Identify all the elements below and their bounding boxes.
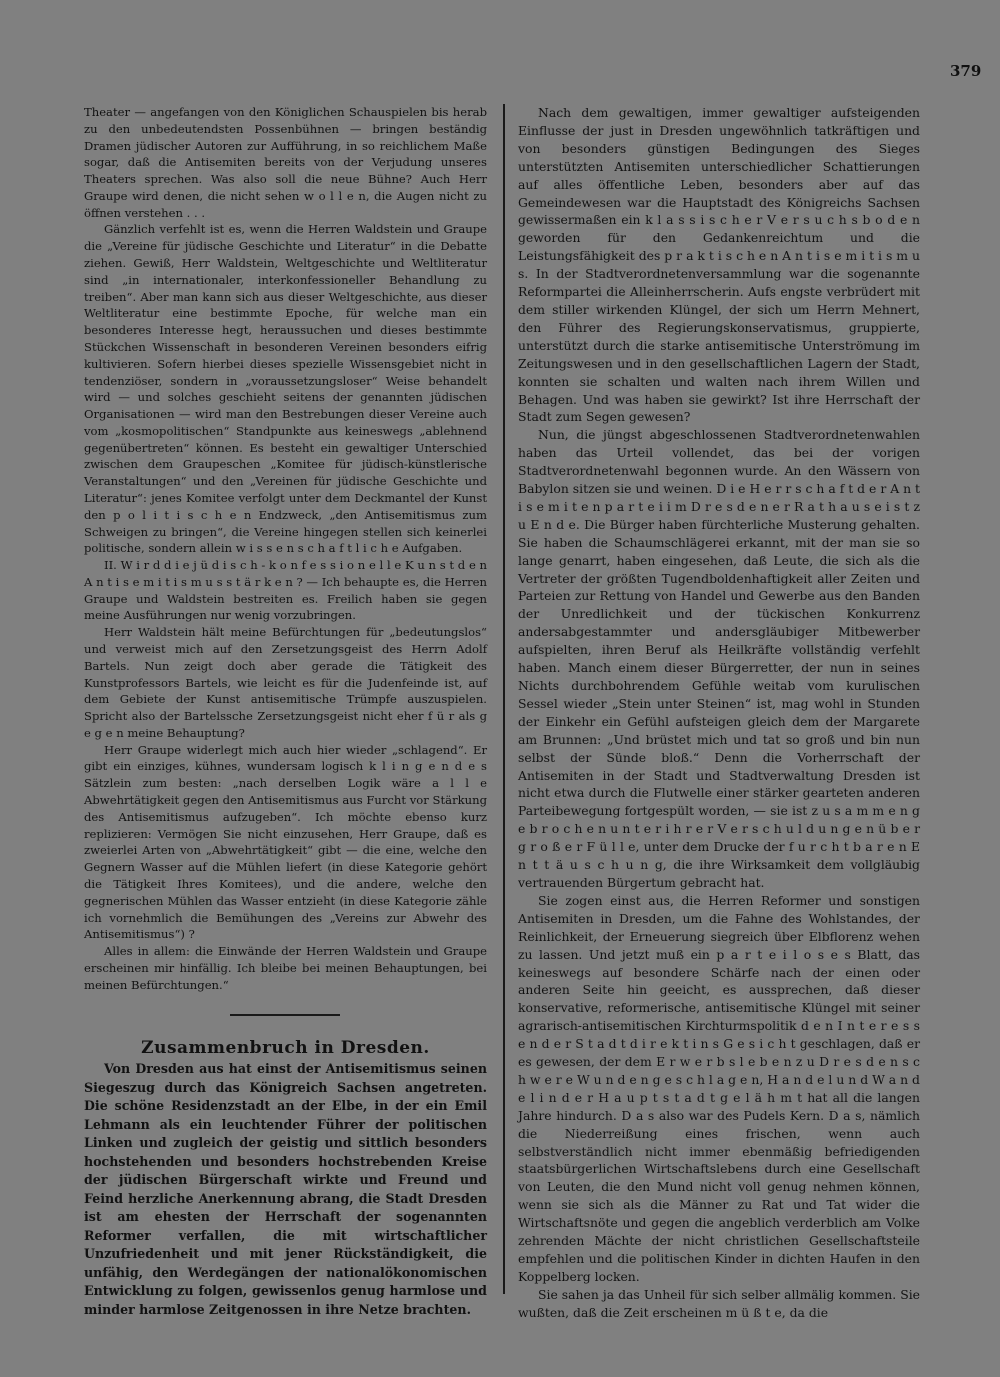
right-paragraph-1: Nach dem gewaltigen, immer gewaltiger aufsteigenden Einflusse der just in Dresden ungewöhnlich tatkräftigen und von besonders günstigen Bedingungen des Sieges unterstützten Antisemiten unterschiedlicher Schattierungen auf alles öffentliche Leben, besonders aber auf das Gemeindewesen war die Hauptstadt des Königreichs Sachsen gewissermaßen ein k l a s s i s c h e r V e r s u c h s b o d e n geworden für den Gedankenreichtum und die Leistungsfähigkeit des p r a k t i s c h e n A n t i s e m i t i s m u s. In der Stadtverordnetenversammlung war die sogenannte Reformpartei die Alleinherrscherin. Aufs engste verbrüdert mit dem stiller wirkenden Klüngel, der sich um Herrn Mehnert, den Führer des Regierungskonservatismus, gruppierte, unterstützt durch die starke antisemitische Unterströmung im Zeitungswesen und in den gesellschaftlichen Lagern der Stadt, konnten sie schalten und walten nach ihrem Willen und Behagen. Und was haben sie gewirkt? Ist ihre Herrschaft der Stadt zum Segen gewesen? — [518, 105, 920, 425]
section-heading: Zusammenbruch in Dresden. — [141, 1038, 430, 1058]
left-paragraph-6: Alles in allem: die Einwände der Herren Waldstein und Graupe erscheinen mir hinfällig. Ich bleibe bei meinen Behauptungen, bei meinen Befürchtungen.“ — [84, 944, 487, 992]
left-column — [84, 104, 487, 993]
right-paragraph-2: Nun, die jüngst abgeschlossenen Stadtverordnetenwahlen haben das Urteil vollendet, das bei der vorigen Stadtverordnetenwahl begonnen wurde. An den Wässern von Babylon sitzen sie und weinen. D i e H e r r s c h a f t d e r A n t i s e m i t e n p a r t e i i m D r e s d e n e r R a t h a u s e i s t z u E n d e. Die Bürger haben fürchterliche Musterung gehalten. Sie haben die Schaumschlägerei erkannt, mit der man sie so lange genarrt, haben eingesehen, daß Leute, die sich als die Vertreter der größten Tugendboldenhaftigkeit aller Zeiten und Parteien zur Rettung von Handel und Gewerbe aus den Banden der Unredlichkeit und der tückischen Konkurrenz andersabgestammter und andersgläubiger Mitbewerber aufspielten, ihren Beruf als Heilkräfte vollständig verfehlt haben. Manch einem dieser Bürgerretter, der nun in seines Nichts durchbohrendem Gefühle weitab vom kurulischen Sessel wieder „Stein unter Steinen“ ist, mag wohl in Stunden der Einkehr ein Gefühl aufsteigen gleich dem der Margarete am Brunnen: „Und brüstet mich und tat so groß und bin nun selbst der Sünde bloß.“ Denn die Vorherrschaft der Antisemiten in der Stadt und Stadtverwaltung Dresden ist nicht etwa durch die Flutwelle einer stärker gearteten anderen Parteibewegung fortgespült worden, — sie ist z u s a m m e n g e b r o c h e n u n t e r i h r e r V e r s c h u l d u n g e n ü b e r g r o ß e r F ü l l e, unter dem Drucke der f u r c h t b a r e n E n t t ä u s c h u n g, die ihre Wirksamkeit dem vollgläubig vertrauenden Bürgertum gebracht hat. — [518, 427, 920, 890]
right-paragraph-4: Sie sahen ja das Unheil für sich selber allmälig kommen. Sie wußten, daß die Zeit erscheinen m ü ß t e, da die — [518, 1286, 920, 1320]
section-rule — [230, 1014, 340, 1016]
left-paragraph-4: Herr Waldstein hält meine Befürchtungen für „bedeutungslos“ und verweist mich auf den Zersetzungsgeist des Herrn Adolf Bartels. Nun zeigt doch aber gerade die Tätigkeit des Kunstprofessors Bartels, wie leicht es für die Judenfeinde ist, auf dem Gebiete der Kunst antisemitische Trümpfe auszuspielen. Spricht also der Bartelssche Zersetzungsgeist nicht eher f ü r als g e g e n meine Behauptung? — [84, 625, 487, 740]
right-paragraph-3: Sie zogen einst aus, die Herren Reformer und sonstigen Antisemiten in Dresden, um die Fahne des Wohlstandes, der Reinlichkeit, der Erneuerung siegreich über Elbflorenz wehen zu lassen. Und jetzt muß ein p a r t e i l o s e s Blatt, das keineswegs auf besondere Schärfe nach der einen oder anderen Seite hin geeicht, es aussprechen, daß dieser konservative, reformerische, antisemitische Klüngel mit seiner agrarisch-antisemitischen Kirchturmspolitik d e n I n t e r e s s e n d e r S t a d t d i r e k t i n s G e s i c h t geschlagen, daß er es gewesen, der dem E r w e r b s l e b e n z u D r e s d e n s c h w e r e W u n d e n g e s c h l a g e n, H a n d e l u n d W a n d e l i n d e r H a u p t s t a d t g e l ä h m t hat all die langen Jahre hindurch. D a s also war des Pudels Kern. D a s, nämlich die Niederreißung eines frischen, wenn auch selbstverständlich nicht immer ebenmäßig befriedigenden staatsbürgerlichen Wirtschaftslebens durch eine Gesellschaft von Leuten, die den Mund nicht voll genug nehmen können, wenn sie sich als die Männer zu Rat und Tat wider die Wirtschaftsnöte und gegen die angeblich verderblich am Volke zehrenden Mächte der nicht christlichen Gesellschaftsteile empfehlen und die politischen Kinder in dichten Haufen in den Koppelberg locken. — [518, 892, 920, 1284]
left-paragraph-3: II. W i r d d i e j ü d i s c h - k o n f e s s i o n e l l e K u n s t d e n A n t i s e m i t i s m u s s t ä r k e n ? — Ich behaupte es, die Herren Graupe und Waldstein bestreiten es. Freilich haben sie gegen meine Ausführungen nur wenig vorzubringen. — [84, 558, 487, 623]
left-paragraph-1: Theater — angefangen von den Königlichen Schauspielen bis herab zu den unbedeutendsten Possenbühnen — bringen beständig Dramen jüdischer Autoren zur Aufführung, in so reichlichem Maße sogar, daß die Antisemiten bereits von der Verjudung unseres Theaters sprechen. Was also soll die neue Bühne? Auch Herr Graupe wird denen, die nicht sehen w o l l e n, die Augen nicht zu öffnen verstehen . . . — [84, 105, 487, 220]
section-paragraph-1: Von Dresden aus hat einst der Antisemitismus seinen Siegeszug durch das Königreich Sachsen angetreten. Die schöne Residenzstadt an der Elbe, in der ein Emil Lehmann als ein leuchtender Führer der politischen Linken und zugleich der geistig und sittlich besonders hochstehenden und besonders hochstrebenden Kreise der jüdischen Bürgerschaft wirkte und Freund und Feind herzliche Anerkennung abrang, die Stadt Dresden ist am ehesten der Herrschaft der sogenannten Reformer verfallen, die mit wirtschaftlicher Unzufriedenheit und mit jener Rückständigkeit, die unfähig, den Werdegängen der nationalökonomischen Entwicklung zu folgen, gewissenlos genug harmlose und minder harmlose Zeitgenossen in ihre Netze brachten. — [84, 1061, 487, 1317]
column-divider — [503, 104, 505, 1294]
right-column — [518, 104, 920, 1322]
left-paragraph-5: Herr Graupe widerlegt mich auch hier wieder „schlagend“. Er gibt ein einziges, kühnes, wundersam logisch k l i n g e n d e s Sätzlein zum besten: „nach derselben Logik wäre a l l e Abwehrtätigkeit gegen den Antisemitismus aus Furcht vor Stärkung des Antisemitismus aufzugeben“. Ich möchte ebenso kurz replizieren: Vermögen Sie nicht einzusehen, Herr Graupe, daß es zweierlei Arten von „Abwehrtätigkeit“ gibt — die eine, welche den Gegnern Wasser auf die Mühlen liefert (in diese Kategorie gehört die Tätigkeit Ihres Komitees), und die andere, welche den gegnerischen Mühlen das Wasser entzieht (in diese Kategorie zähle ich vornehmlich die Bemühungen des „Vereins zur Abwehr des Antisemitismus“) ? — [84, 742, 487, 942]
left-paragraph-2: Gänzlich verfehlt ist es, wenn die Herren Waldstein und Graupe die „Vereine für jüdische Geschichte und Literatur“ in die Debatte ziehen. Gewiß, Herr Waldstein, Weltgeschichte und Weltliteratur sind „in internationaler, interkonfessioneller Behandlung zu treiben“. Aber man kann sich aus dieser Weltgeschichte, aus dieser Weltliteratur eine bestimmte Epoche, für welche man ein besonderes Interesse hegt, heraussuchen und dieses bestimmte Stückchen Wissenschaft in besonderen Vereinen besonders eifrig kultivieren. Sofern hierbei dieses spezielle Wissensgebiet nicht in tendenziöser, sondern in „voraussetzungsloser“ Weise behandelt wird — und solches geschieht seitens der genannten jüdischen Organisationen — wird man den Bestrebungen dieser Vereine auch vom „kosmopolitischen“ Standpunkte aus keineswegs „ablehnend gegenübertreten“ können. Es besteht ein gewaltiger Unterschied zwischen dem Graupeschen „Komitee für jüdisch-künstlerische Veranstaltungen“ und den „Vereinen für jüdische Geschichte und Literatur“: jenes Komitee verfolgt unter dem Deckmantel der Kunst den p o l i t i s c h e n Endzweck, „den Antisemitismus zum Schweigen zu bringen“, die Vereine hingegen stellen sich keinerlei politische, sondern allein w i s s e n s c h a f t l i c h e Aufgaben. — [84, 222, 487, 556]
section-body — [84, 1060, 487, 1319]
page-number: 379 — [950, 62, 982, 80]
